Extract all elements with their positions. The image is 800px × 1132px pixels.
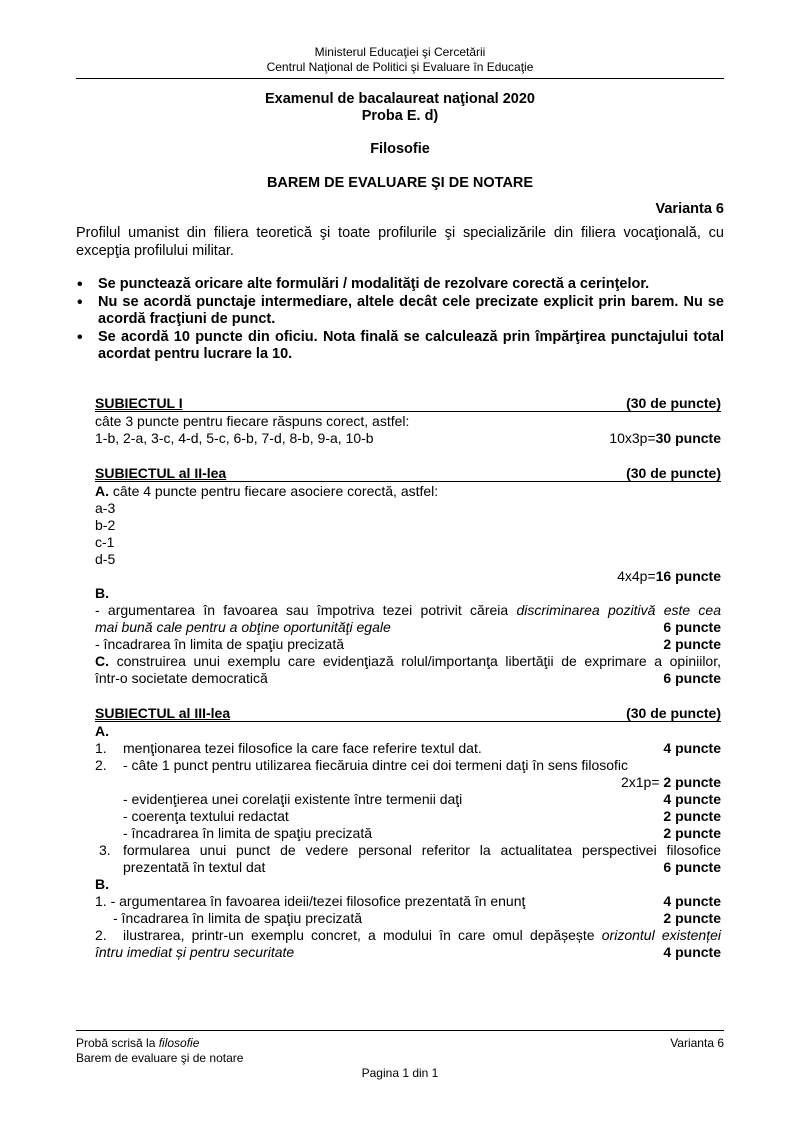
s2-b2-points: 2 puncte bbox=[663, 636, 721, 652]
profile-text: Profilul umanist din filiera teoretică şi toate profilurile şi specializările din filiera vocaţională, cu excepţia profilului militar. bbox=[76, 225, 724, 259]
s2-pair: a-3 bbox=[95, 500, 116, 516]
s2-b-label: B. bbox=[95, 585, 109, 601]
s2-pair: c-1 bbox=[95, 534, 115, 550]
s2-b1-line2: mai bună cale pentru a obţine oportunităţi egale 6 puncte bbox=[95, 619, 721, 635]
section-title: SUBIECTUL al III-lea bbox=[95, 705, 231, 721]
section-title: SUBIECTUL al II-lea bbox=[95, 465, 227, 481]
section-points: (30 de puncte) bbox=[626, 705, 721, 721]
s3-b-label: B. bbox=[95, 876, 109, 892]
proba-title: Proba E. d) bbox=[361, 108, 439, 124]
rules-list bbox=[76, 276, 724, 364]
ministry-header bbox=[0, 45, 800, 75]
page-footer bbox=[76, 1036, 724, 1066]
s2-c-line1: C. construirea unui exemplu care evidenţiază rolul/importanţa libertăţii de exprimare a opiniilor, bbox=[95, 653, 721, 669]
s3-a2-row: 2. - câte 1 punct pentru utilizarea fiecăruia dintre cei doi termeni daţi în sens filosofic bbox=[95, 757, 629, 773]
s3-b1-row: 1. - argumentarea în favoarea ideii/tezei filosofice prezentată în enunţ 4 puncte bbox=[95, 893, 721, 909]
s2-c-points: 6 puncte bbox=[663, 670, 721, 686]
s3-a-label: A. bbox=[95, 723, 109, 739]
exam-title: Examenul de bacalaureat naţional 2020 bbox=[265, 91, 535, 107]
section-header-s3 bbox=[95, 705, 721, 722]
header-divider bbox=[76, 78, 724, 79]
s3-a2b-row: - evidenţierea unei corelaţii existente între termenii daţi 4 puncte bbox=[123, 791, 721, 807]
s2-c-line2: într-o societate democratică 6 puncte bbox=[95, 670, 721, 686]
s2-pair: b-2 bbox=[95, 517, 116, 533]
s1-answers-row bbox=[95, 430, 721, 447]
section-header-s2 bbox=[95, 465, 721, 482]
page-number: Pagina 1 din 1 bbox=[361, 1066, 439, 1080]
rule-item: • Nu se acordă punctaje intermediare, altele decât cele precizate explicit prin barem. Nu se acordă fracţiuni de punct. bbox=[76, 294, 724, 329]
subject-title: Filosofie bbox=[370, 141, 430, 157]
section-header-s1 bbox=[95, 395, 721, 412]
s3-b2-line2: întru imediat și pentru securitate 4 puncte bbox=[95, 944, 721, 960]
rule-item: • Se punctează oricare alte formulări / modalităţi de rezolvare corectă a cerinţelor. bbox=[76, 276, 724, 294]
s3-b2-line1: 2. ilustrarea, printr-un exemplu concret, a modului în care omul depășește orizontul existenței bbox=[95, 927, 722, 943]
s1-answers: 1-b, 2-a, 3-c, 4-d, 5-c, 6-b, 7-d, 8-b, 9-a, 10-b bbox=[95, 430, 374, 446]
s1-instruction: câte 3 puncte pentru fiecare răspuns corect, astfel: bbox=[95, 413, 410, 429]
title-block bbox=[0, 91, 800, 192]
section-title: SUBIECTUL I bbox=[95, 395, 183, 411]
s3-a1-points: 4 puncte bbox=[663, 740, 721, 756]
barem-content bbox=[95, 395, 721, 961]
varianta-label: Varianta 6 bbox=[655, 201, 724, 217]
section-points: (30 de puncte) bbox=[626, 395, 721, 411]
footer-barem: Barem de evaluare şi de notare bbox=[76, 1051, 244, 1065]
s3-a1-row: 1. menţionarea tezei filosofice la care face referire textul dat. 4 puncte bbox=[95, 740, 721, 756]
s2-b2-row: - încadrarea în limita de spaţiu precizată 2 puncte bbox=[95, 636, 721, 652]
s2-a-score: 4x4p=16 puncte bbox=[617, 568, 721, 584]
s3-a2-score: 2x1p= 2 puncte bbox=[620, 774, 721, 790]
barem-title: BAREM DE EVALUARE ŞI DE NOTARE bbox=[266, 175, 534, 191]
s2-pair: d-5 bbox=[95, 551, 116, 567]
footer-divider bbox=[76, 1030, 724, 1031]
ministry-line-1: Ministerul Educaţiei şi Cercetării bbox=[314, 45, 486, 59]
s2-a-instruction: A. câte 4 puncte pentru fiecare asociere corectă, astfel: bbox=[95, 483, 439, 499]
s3-a2c-row: - coerenţa textului redactat 2 puncte bbox=[123, 808, 721, 824]
ministry-line-2: Centrul Naţional de Politici şi Evaluare în Educaţie bbox=[266, 60, 534, 74]
s2-a-score-row bbox=[95, 568, 721, 585]
s1-score: 10x3p=30 puncte bbox=[609, 430, 721, 446]
rule-item: • Se acordă 10 puncte din oficiu. Nota finală se calculează prin împărţirea punctajului total acordat pentru lucrare la 10. bbox=[76, 329, 724, 364]
s2-b1-points: 6 puncte bbox=[663, 619, 721, 635]
s3-b1b-row: - încadrarea în limita de spaţiu precizată 2 puncte bbox=[113, 910, 721, 926]
footer-proba: Probă scrisă la filosofie bbox=[76, 1036, 200, 1050]
s3-a2d-row: - încadrarea în limita de spaţiu precizată 2 puncte bbox=[123, 825, 721, 841]
s3-a3-line1: 3. formularea unui punct de vedere personal referitor la actualitatea perspectivei filosofice bbox=[99, 842, 721, 858]
s3-a2-score-row bbox=[95, 774, 721, 791]
footer-varianta: Varianta 6 bbox=[670, 1036, 724, 1050]
s3-a3-line2: prezentată în textul dat 6 puncte bbox=[123, 859, 721, 875]
section-points: (30 de puncte) bbox=[626, 465, 721, 481]
s2-b1-line1: - argumentarea în favoarea sau împotriva tezei potrivit căreia discriminarea pozitivă este cea bbox=[95, 602, 721, 618]
